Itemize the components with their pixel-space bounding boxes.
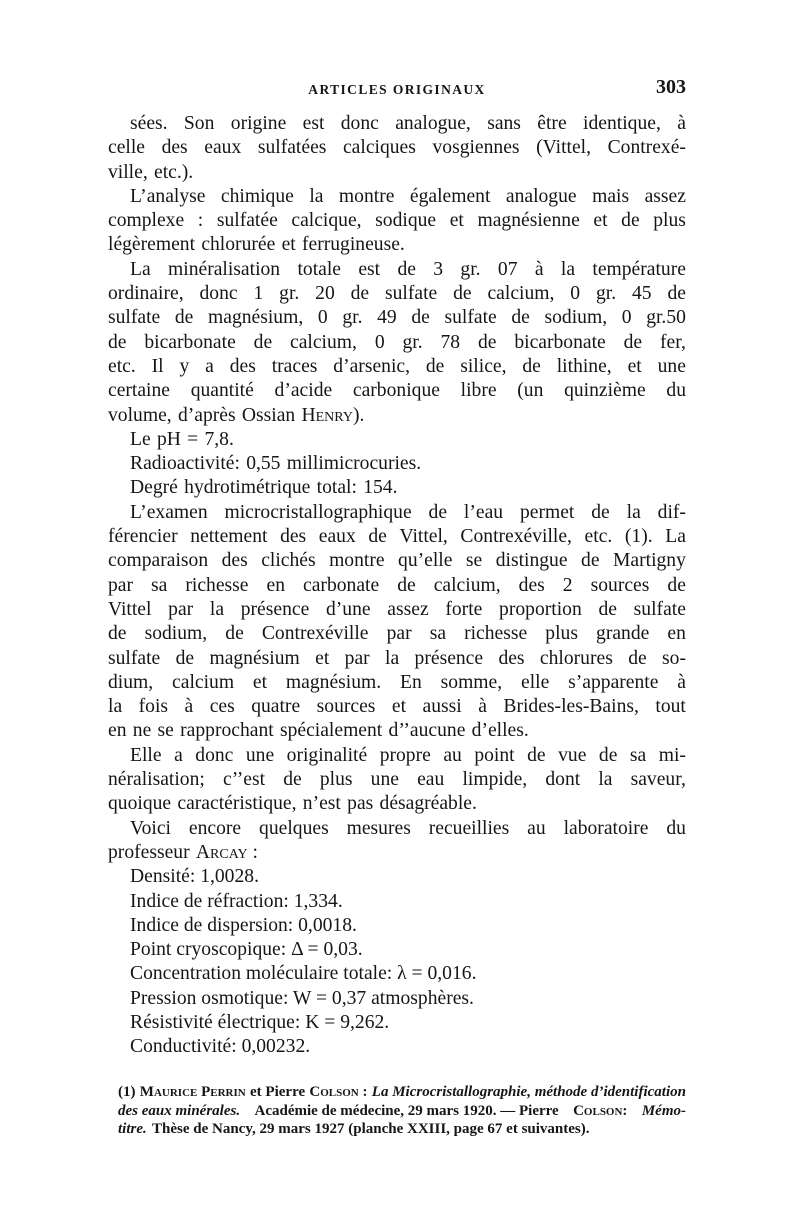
page-header	[108, 76, 686, 104]
measurement-item: Résistivité électrique: K = 9,262.	[130, 1011, 390, 1033]
text-line: légèrement chlorurée et ferrugineuse.	[108, 234, 405, 256]
footnote-text: Thèse de Nancy, 29 mars 1927 (planche XXIII, page 67 et suivantes).	[152, 1121, 590, 1137]
measurement-item: Conductivité: 0,00232.	[130, 1036, 311, 1058]
paragraph	[108, 817, 686, 866]
info-line: Radioactivité: 0,55 millimicrocuries.	[130, 453, 422, 475]
text-line: certaine quantité d’acide carbonique libre (un quinzième du	[108, 380, 686, 402]
footnote	[118, 1083, 686, 1139]
text-line: ordinaire, donc 1 gr. 20 de sulfate de calcium, 0 gr. 45 de	[108, 283, 686, 305]
text-line: professeur Arcay :	[108, 841, 686, 865]
text-line: etc. Il y a des traces d’arsenic, de silice, de lithine, et une	[108, 355, 686, 377]
footnote-marker: (1)	[118, 1084, 136, 1100]
text-line: Elle a donc une originalité propre au point de vue de sa mi-	[130, 744, 686, 766]
measurement-item: Concentration moléculaire totale: λ = 0,016.	[130, 963, 477, 985]
text-line: sulfate de magnésium, 0 gr. 49 de sulfate de sodium, 0 gr.50	[108, 307, 686, 329]
paragraph	[108, 112, 686, 185]
text-line: Voici encore quelques mesures recueillies au laboratoire du	[130, 817, 686, 839]
paragraph	[108, 501, 686, 744]
paragraph	[108, 185, 686, 258]
measurement-item: Indice de réfraction: 1,334.	[130, 890, 343, 912]
author-name: Henry).	[301, 404, 365, 426]
text-line: néralisation; c’’est de plus une eau limpide, dont la saveur,	[108, 769, 686, 791]
measurement-item: Indice de dispersion: 0,0018.	[130, 914, 357, 936]
footnote-title: La Microcristallographie, méthode d’identification	[371, 1084, 686, 1100]
paragraph	[108, 258, 686, 428]
text-line: Vittel par la présence d’une assez forte proportion de sulfate	[108, 598, 686, 620]
author-name: Colson:	[573, 1102, 628, 1119]
measurement-item: Point cryoscopique: Δ = 0,03.	[130, 939, 363, 961]
text-line: de sodium, de Contrexéville par sa richesse plus grande en	[108, 623, 686, 645]
text-line: La minéralisation totale est de 3 gr. 07 à la température	[130, 258, 686, 280]
page-number: 303	[656, 76, 686, 98]
text-line: sées. Son origine est donc analogue, sans être identique, à	[130, 113, 686, 134]
text-line: comparaison des clichés montre qu’elle se distingue de Martigny	[108, 550, 686, 572]
text-line: la fois à ces quatre sources et aussi à Brides-les-Bains, tout	[108, 696, 686, 718]
info-line: Le pH = 7,8.	[130, 428, 234, 450]
footnote-line	[118, 1102, 686, 1121]
author-name: Colson :	[309, 1084, 368, 1100]
footnote-title: des eaux minérales.	[118, 1102, 241, 1119]
measurement-item: Densité: 1,0028.	[130, 866, 259, 888]
paragraph	[108, 744, 686, 817]
footnote-title: Mémo-	[641, 1102, 686, 1119]
running-head: ARTICLES ORIGINAUX	[308, 82, 486, 97]
author-name: Maurice Perrin	[139, 1084, 246, 1100]
measurement-item: Pression osmotique: W = 0,37 atmosphères.	[130, 987, 474, 1009]
footnote-text: et Pierre	[250, 1084, 306, 1100]
text-line: sulfate de magnésium et par la présence des chlorures de so-	[108, 647, 686, 669]
info-line: Degré hydrotimétrique total: 154.	[130, 477, 398, 499]
text-line: quoique caractéristique, n’est pas désagréable.	[108, 793, 477, 815]
author-name: Arcay :	[195, 841, 258, 863]
body-text	[108, 112, 686, 1060]
text-line: de bicarbonate de calcium, 0 gr. 78 de bicarbonate de fer,	[108, 331, 686, 353]
paragraph	[108, 428, 686, 501]
footnote-line	[118, 1120, 686, 1139]
text-line: en ne se rapprochant spécialement d’’aucune d’elles.	[108, 720, 529, 742]
footnote-line	[118, 1083, 686, 1102]
text-line: L’examen microcristallographique de l’eau permet de la dif-	[130, 501, 686, 523]
text-line: ville, etc.).	[108, 161, 194, 183]
footnote-text: Académie de médecine, 29 mars 1920. — Pierre	[254, 1102, 559, 1119]
text-line: dium, calcium et magnésium. En somme, elle s’apparente à	[108, 671, 686, 693]
text-line: celle des eaux sulfatées calciques vosgiennes (Vittel, Contrexé-	[108, 137, 686, 159]
footnote-title: titre.	[118, 1121, 147, 1137]
text-line: L’analyse chimique la montre également analogue mais assez	[130, 185, 686, 207]
text-line: par sa richesse en carbonate de calcium, des 2 sources de	[108, 574, 686, 596]
text-line: complexe : sulfatée calcique, sodique et magnésienne et de plus	[108, 210, 686, 232]
text-line: férencier nettement des eaux de Vittel, Contrexéville, etc. (1). La	[108, 526, 686, 548]
measurements-list	[108, 865, 686, 1059]
text-line: volume, d’après Ossian Henry).	[108, 404, 686, 428]
